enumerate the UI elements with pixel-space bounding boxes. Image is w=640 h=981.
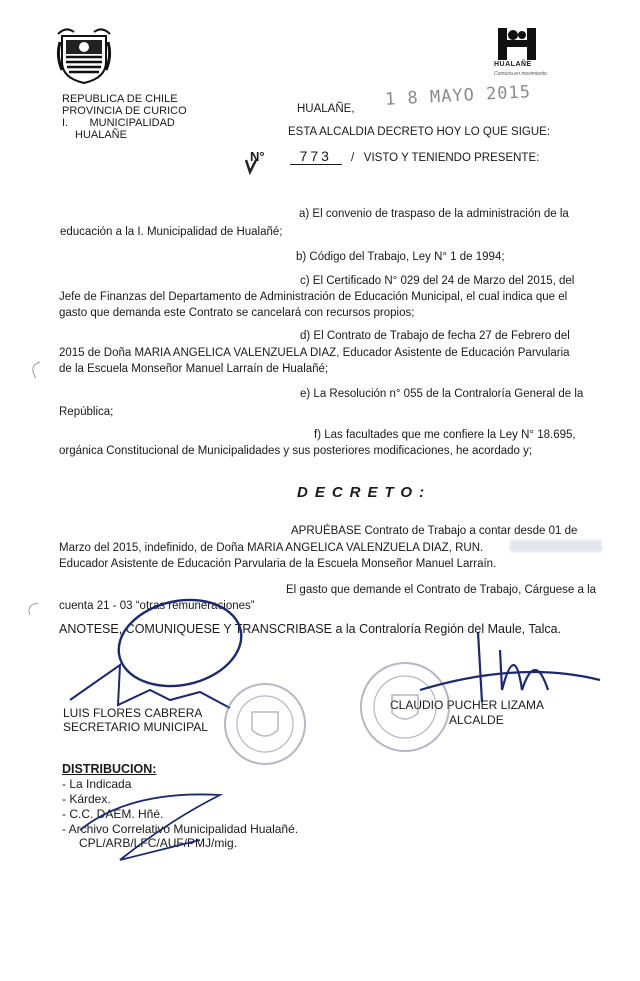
distribucion-list — [62, 777, 298, 837]
list-item: - Kárdex. — [62, 792, 111, 806]
signer-right-name: CLAUDIO PUCHER LIZAMA — [390, 698, 545, 712]
considerando-f-rest: orgánica Constitucional de Municipalidades y sus posteriores modificaciones, he acordado y; — [59, 445, 533, 457]
header-line-provincia: PROVINCIA DE CURICO — [62, 105, 187, 117]
punch-hole-icon — [33, 362, 40, 378]
header-line-hualane: HUALAÑE — [75, 129, 127, 141]
decreto-title: DECRETO: — [297, 484, 432, 501]
signer-left-name: LUIS FLORES CABRERA — [63, 706, 203, 720]
signer-right-title: ALCALDE — [449, 713, 504, 727]
distribucion-initials: CPL/ARB/LFC/AUF/PMJ/mig. — [79, 836, 238, 850]
official-stamp-left-icon — [225, 684, 305, 764]
considerando-c-first: c) El Certificado N° 029 del 24 de Marzo del 2015, del — [300, 275, 575, 287]
visto-line: / VISTO Y TENIENDO PRESENTE: — [351, 152, 540, 164]
considerando-c-rest-1: Jefe de Finanzas del Departamento de Administración de Educación Municipal, el cual indica que el — [59, 291, 568, 303]
decree-number-line — [250, 148, 539, 166]
decree-number: 773 — [290, 148, 342, 165]
signer-left-title: SECRETARIO MUNICIPAL — [63, 720, 208, 734]
considerando-d-first: d) El Contrato de Trabajo de fecha 27 de Febrero del — [300, 330, 570, 342]
decreto-p1-first: APRUÉBASE Contrato de Trabajo a contar desde 01 de — [291, 525, 578, 537]
date-stamp: 1 8 MAYO 2015 — [384, 82, 532, 110]
redacted-run — [510, 540, 602, 552]
considerando-a-rest: educación a la I. Municipalidad de Hualañé; — [60, 226, 283, 238]
decree-prefix: N° — [250, 149, 265, 164]
decreto-p1-rest-1: Marzo del 2015, indefinido, de Doña MARIA ANGELICA VALENZUELA DIAZ, RUN. — [59, 542, 484, 554]
hualane-logo-icon — [494, 26, 540, 60]
logo-name: HUALAÑE — [494, 61, 532, 68]
header-line-municipalidad: I. MUNICIPALIDAD — [62, 117, 175, 129]
considerando-e-rest: República; — [59, 406, 114, 418]
considerando-d-rest-1: 2015 de Doña MARIA ANGELICA VALENZUELA DIAZ, Educador Asistente de Educación Parvularia — [59, 347, 570, 359]
decreto-p1-rest-2: Educador Asistente de Educación Parvularia de la Escuela Monseñor Manuel Larraín. — [59, 558, 497, 570]
place-label: HUALAÑE, — [297, 103, 355, 115]
list-item: - Archivo Correlativo Municipalidad Hualañé. — [62, 822, 299, 836]
considerando-f-first: f) Las facultades que me confiere la Ley N° 18.695, — [314, 429, 576, 441]
punch-hole-icon — [29, 603, 38, 615]
alcaldia-line: ESTA ALCALDIA DECRETO HOY LO QUE SIGUE: — [288, 126, 551, 138]
logo-tagline: Comuna en movimiento — [494, 71, 547, 77]
list-item: - La Indicada — [62, 777, 132, 791]
distribucion-title: DISTRIBUCION: — [62, 762, 157, 776]
signature-right-icon — [420, 632, 600, 702]
anotese-line: ANOTESE, COMUNIQUESE Y TRANSCRIBASE a la Contraloría Región del Maule, Talca. — [59, 622, 562, 636]
coat-of-arms-icon — [56, 26, 112, 84]
issuer-header — [62, 93, 262, 141]
considerando-b: b) Código del Trabajo, Ley N° 1 de 1994; — [296, 251, 505, 263]
signature-left-icon — [70, 665, 230, 708]
decreto-p2-first: El gasto que demande el Contrato de Trabajo, Cárguese a la — [286, 584, 597, 596]
considerando-e-first: e) La Resolución n° 055 de la Contraloría General de la — [300, 388, 584, 400]
considerando-c-rest-2: gasto que demanda este Contrato se cancelará con recursos propios; — [59, 307, 415, 319]
header-line-republica: REPUBLICA DE CHILE — [62, 93, 178, 105]
considerando-a-first: a) El convenio de traspaso de la administración de la — [299, 208, 569, 220]
decreto-p2-rest: cuenta 21 - 03 “otras remuneraciones” — [59, 600, 255, 612]
considerando-d-rest-2: de la Escuela Monseñor Manuel Larraín de Hualañé; — [59, 363, 329, 375]
list-item: - C.C. DAEM. Hñé. — [62, 807, 164, 821]
